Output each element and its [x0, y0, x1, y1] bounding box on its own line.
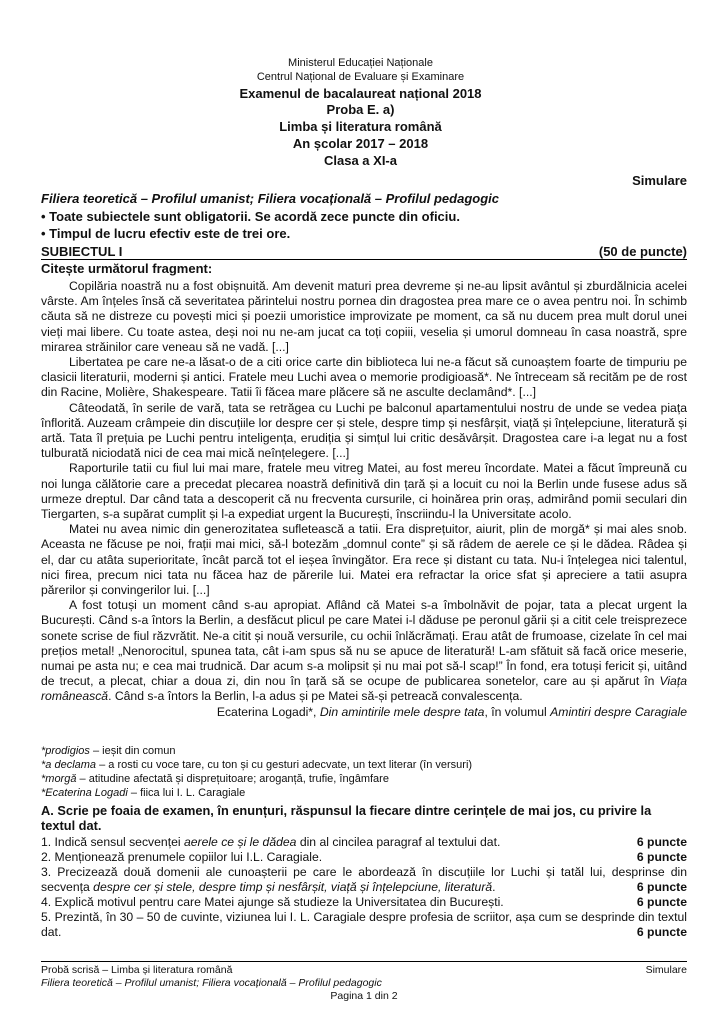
ministry-name: Ministerul Educației Naționale — [288, 57, 433, 69]
read-instruction: Citește următorul fragment: — [41, 261, 213, 276]
question-text-end: din al cincilea paragraf al textului dat. — [296, 835, 501, 849]
task-a-title: A. Scrie pe foaia de examen, în enunțuri, răspunsul la fiecare dintre cerințele de mai jos, cu privire la textul dat. — [41, 803, 652, 833]
fragment-paragraph-3: Câteodată, în serile de vară, tata se retrăgea cu Luchi pe balconul apartamentului nostru de unde se vedea piața înflorită. Auzeam crâmpeie din discuțiile lor despre cer și stele, despre timp și nesfârșit, viață și înțelepciune, literatură și artă. Tata îl prețuia pe Luchi pentru inteligența, erudiția și simțul lui critic desăvârșit. Dragostea care i-a legat nu a fost tulburată niciodată nici de cea mai mică neînțelegere. [...] — [41, 400, 687, 461]
fragment-source — [41, 705, 687, 720]
question-4 — [41, 895, 687, 910]
glossary-notes — [41, 744, 687, 800]
rule-bullet-2: • Timpul de lucru efectiv este de trei ore. — [41, 226, 291, 241]
question-points: 6 puncte — [636, 895, 687, 909]
question-text: 5. Prezintă, în 30 – 50 de cuvinte, viziunea lui I. L. Caragiale despre profesia de scriitor, așa cum se desprinde din textul dat. — [41, 910, 687, 939]
simulare-label: Simulare — [632, 173, 687, 188]
source-volume: Amintiri despre Caragiale — [550, 704, 687, 719]
fragment-paragraph-2: Libertatea pe care ne-a lăsat-o de a citi orice carte din biblioteca lui ne-a făcut să cunoaștem foarte de timpuriu pe clasicii literaturii, moderni și antici. Fratele meu Luchi avea o memorie prodigioasă*. Ne întreceam să recităm pe de rost din Racine, Molière, Shakespeare. Tatii îi făcea mare plăcere să ne asculte declamând*. [...] — [41, 355, 687, 400]
page-number: Pagina 1 din 2 — [330, 990, 398, 1002]
question-text-end: . — [492, 880, 496, 894]
question-quote: despre cer și stele, despre timp și nesfârșit, viață și înțelepciune, literatură — [93, 880, 493, 894]
proba-title: Proba E. a) — [326, 102, 395, 117]
question-quote: aerele ce și le dădea — [183, 835, 297, 849]
question-points: 6 puncte — [636, 835, 687, 849]
question-points: 6 puncte — [636, 880, 687, 894]
fragment-paragraph-4: Raporturile tatii cu fiul lui mai mare, fratele meu vitreg Matei, au fost mereu încordate. Matei a făcut împreună cu noi lunga călătorie care a precedat plecarea noastră definitivă din țară și a locuit cu noi la Berlin unde fusese adus să urmeze dreptul. Dar când tata a descoperit că nu frecventa cursurile, ci hoinărea prin oraș, admirând pomii seculari din Tiergarten, s-a supărat cumplit și l-a expediat urgent la București, înscriindu-l la Universitate acolo. — [41, 461, 687, 522]
note-term: *morgă — [41, 773, 77, 785]
note-item — [41, 744, 687, 758]
class-label: Clasa a XI-a — [324, 153, 397, 168]
note-item — [41, 758, 687, 772]
task-a — [41, 803, 687, 940]
footer-filiera: Filiera teoretică – Profilul umanist; Filiera vocațională – Profilul pedagogic — [41, 977, 382, 989]
source-mid: , în volumul — [484, 704, 551, 719]
subject-heading: SUBIECTUL I — [41, 244, 123, 259]
question-text: 3. Precizează două domenii ale cunoașterii pe care le abordează în discuțiile lor Luchi și tatăl lui, desprinse din secvența — [41, 865, 687, 894]
question-5 — [41, 910, 687, 940]
fragment-paragraph-1: Copilăria noastră nu a fost obișnuită. Am devenit maturi prea devreme și ne-au lipsit avântul și zburdălnicia acelei vârste. Am înțeles însă că severitatea părintelui nostru pornea din dragostea prea mare ce o avea pentru noi. În schimb căuta să ne distreze cu povești mici și poezii umoristice improvizate pe moment, ca să nu ducem prea mult dorul unei vieți mai libere. Cu toate astea, deși noi nu ne-am jucat ca toți copiii, veselia și umorul domneau în casa noastră, spre mirarea străinilor care veneau să ne vadă. [...] — [41, 279, 687, 354]
question-text: 1. Indică sensul secvenței — [41, 835, 184, 849]
subject-title: Limba și literatura română — [279, 119, 442, 134]
exam-title: Examenul de bacalaureat național 2018 — [239, 86, 482, 101]
question-text: 2. Menționează prenumele copiilor lui I.L. Caragiale. — [41, 850, 323, 864]
source-title: Din amintirile mele despre tata — [319, 704, 485, 719]
fragment-paragraph-6 — [41, 598, 687, 704]
question-points: 6 puncte — [636, 925, 687, 939]
p6-text-a: A fost totuși un moment când s-au apropiat. Aflând că Matei s-a îmbolnăvit de pojar, tata a plecat urgent la București. Când s-a întors la Berlin, a desfăcut plicul pe care Matei i-l dăduse pe peronul gării și a citit cele treisprezece sonete scrise de fiul răzvrătit. Ne-a citit și nouă versurile, cu ochii înlăcrămați. Erau atât de frumoase, cizelate în cel mai prețios metal! „Nenorocitul, spunea tata, cât i-am spus să nu se apuce de literatură! L-am sfătuit să facă orice meserie, numai pe asta nu; e cea mai trudnică. Dar acum s-a molipsit și nu mai pot să-l scap!” În fond, era totuși fericit și, uitând de trecut, a plecat, chiar a doua zi, din nou în țară să se ocupe de publicarea sonetelor, care au și apărut în — [41, 598, 687, 689]
rule-bullet-1: • Toate subiectele sunt obligatorii. Se acordă zece puncte din oficiu. — [41, 209, 460, 224]
fragment-paragraph-5: Matei nu avea nimic din generozitatea sufletească a tatii. Era disprețuitor, aiurit, plin de morgă* și mai ales snob. Aceasta ne făcuse pe noi, frații mai mici, să-l botezăm „domnul conte” și să râdem de aerele ce și le dădea. Râdea și el, dar cu atâta superioritate, încât parcă tot el ieșea învingător. Era rece și distant cu tata. Nu-i înțelegea nici talentul, nici firea, precum nici tata nu făcea haz de părerile lui. Matei era refractar la orice sfat și apreciere a tatii asupra părerilor și convingerilor lui. [...] — [41, 522, 687, 598]
source-author: Ecaterina Logadi*, — [216, 704, 320, 719]
note-definition: – a rosti cu voce tare, cu ton și cu gesturi adecvate, un text literar (în versuri) — [96, 759, 473, 771]
filiera-line: Filiera teoretică – Profilul umanist; Filiera vocațională – Profilul pedagogic — [41, 191, 500, 206]
p6-text-b: . Când s-a întors la Berlin, l-a adus și pe Matei să-și petreacă convalescența. — [108, 689, 523, 704]
p6-journal-title: Viața românească — [41, 674, 687, 704]
note-term: *Ecaterina Logadi — [41, 787, 128, 799]
question-points: 6 puncte — [636, 850, 687, 864]
note-term: *a declama — [41, 759, 97, 771]
footer-simulare: Simulare — [645, 964, 687, 976]
note-definition: – atitudine afectată și disprețuitoare; aroganță, trufie, îngâmfare — [76, 773, 389, 785]
note-item — [41, 772, 687, 786]
question-text: 4. Explică motivul pentru care Matei ajunge să studieze la Universitatea din București. — [41, 895, 504, 909]
footer-subject: Probă scrisă – Limba și literatura română — [41, 964, 233, 976]
note-definition: – ieșit din comun — [89, 745, 176, 757]
question-3 — [41, 865, 687, 895]
footer-rule — [41, 961, 687, 962]
footer-row-1 — [41, 964, 687, 977]
note-item — [41, 786, 687, 800]
center-name: Centrul Național de Evaluare și Examinare — [256, 71, 465, 83]
text-fragment — [41, 279, 687, 720]
subject-underline — [41, 259, 687, 260]
note-definition: – fiica lui I. L. Caragiale — [127, 787, 246, 799]
note-term: *prodigios — [41, 745, 90, 757]
school-year: An școlar 2017 – 2018 — [292, 136, 429, 151]
page-footer — [41, 964, 687, 1003]
question-2 — [41, 850, 687, 865]
subject-points: (50 de puncte) — [598, 244, 687, 259]
question-1 — [41, 835, 687, 850]
